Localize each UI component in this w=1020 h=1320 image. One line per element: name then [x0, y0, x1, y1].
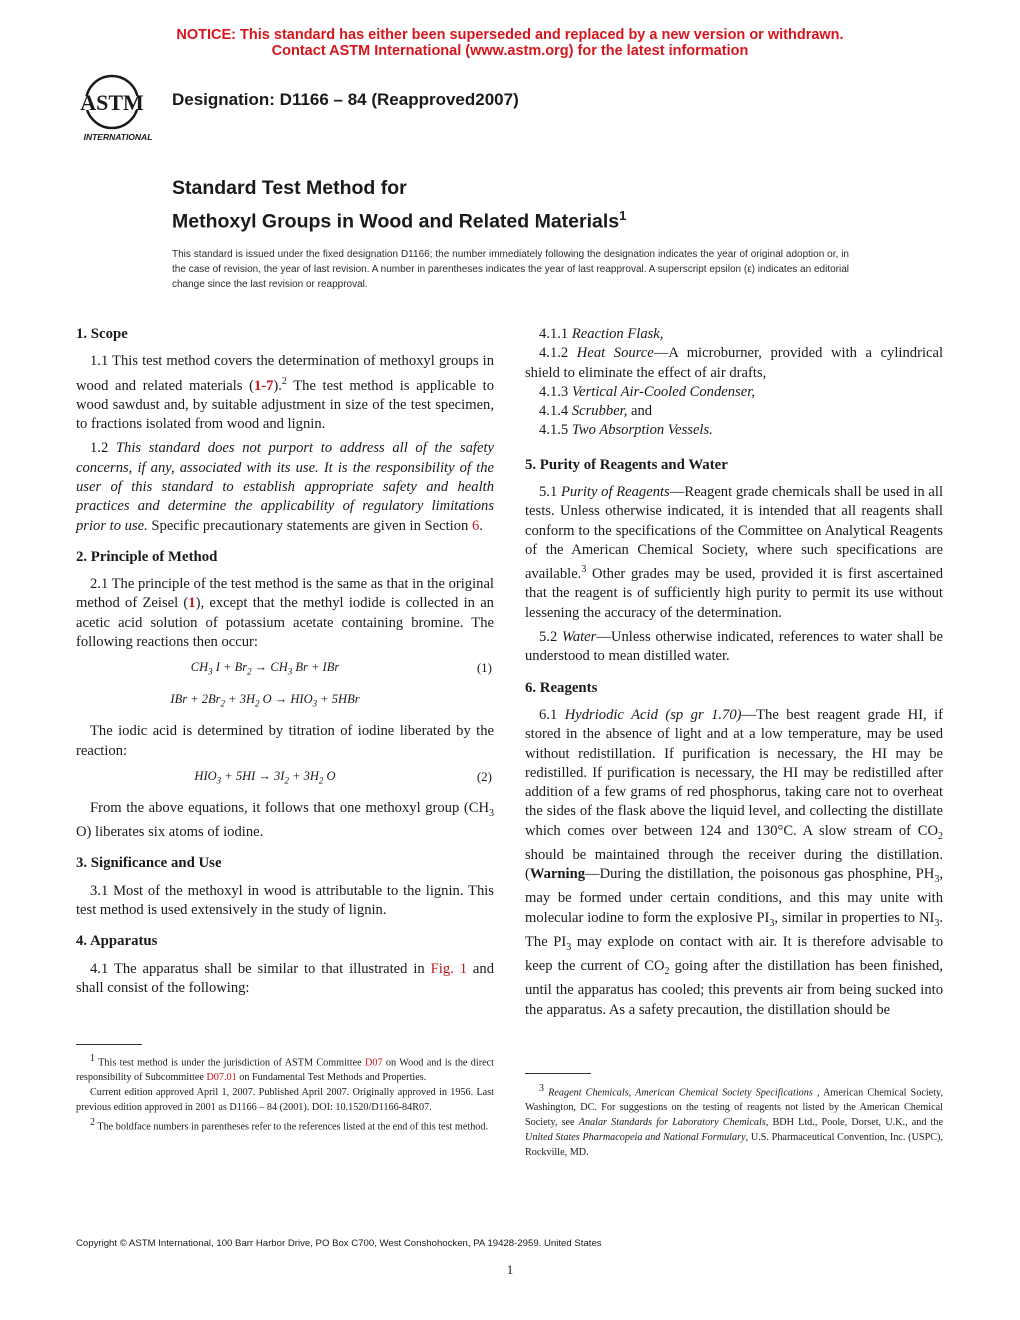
equation-1b: IBr + $2Br_2 + 3H_2$ $O \to HIO_3 + 5HBr$ [170, 692, 360, 709]
subcommittee-link[interactable]: D07.01 [206, 1072, 237, 1084]
right-column [525, 325, 943, 1025]
issue-note: This standard is issued under the fixed designation D1166; the number immediately following the designation indicates the year of original adoption or, in the case of revision, the year of last revision. A number in parentheses indicates the year of last reapproval. A superscript epsilon (ε) indicates an editorial change since the last revision or reapproval. [172, 249, 849, 290]
apparatus-item-2: 4.1.2 Heat Source—A microburner, provided with a cylindrical shield to eliminate the effect of air drafts, [525, 345, 944, 381]
section-heading-scope: 1. Scope [76, 326, 128, 342]
footnotes-left [76, 1051, 494, 1135]
withdrawal-notice [0, 27, 1020, 59]
paragraph-2-1: 2.1 The principle of the test method is the same as that in the original method of Zeisel (1), except that the methyl iodide is collected in an acetic acid solution of potassium acetate containing bromine. The following reactions then occur: [76, 576, 494, 651]
section-heading-apparatus: 4. Apparatus [76, 933, 158, 950]
footnote-1-edition: Current edition approved April 1, 2007. Published April 2007. Originally approved in 1956. Last previous edition approved in 2001 as D1166 – 84 (2001). DOI: 10.1520/D1166-84R07. [76, 1087, 494, 1114]
section-heading-purity: 5. Purity of Reagents and Water [525, 456, 728, 473]
reference-link[interactable]: 1 [188, 595, 196, 612]
page-number: 1 [506, 1262, 514, 1277]
astm-logo-mark: ASTM [80, 90, 144, 115]
notice-line-2: Contact ASTM International (www.astm.org) for the latest information [271, 43, 749, 59]
title-line-1: Standard Test Method for [172, 177, 407, 199]
footnote-mark: 2 [281, 375, 287, 387]
left-column [76, 325, 494, 1003]
paragraph-5-1: 5.1 Purity of Reagents—Reagent grade chemicals shall be used in all tests. Unless otherwise indicated, it is intended that all reagents shall conform to the specifications of the Committee on Analytical Reagents of the American Chemical Society, where such specifications are available.$^3$ Other grades may be used, provided it is first ascertained that the reagent is of sufficiently high purity to permit its use without lessening the accuracy of the determination. [525, 484, 944, 621]
footnote-rule-left [76, 1044, 142, 1045]
reference-link[interactable]: 1-7 [253, 377, 274, 394]
notice-line-1: NOTICE: This standard has either been superseded and replaced by a new version or withdrawn. [176, 27, 844, 43]
footnote-rule-right [525, 1073, 591, 1074]
apparatus-item-3: 4.1.3 Vertical Air-Cooled Condenser, [539, 383, 755, 400]
equation-number: (2) [476, 768, 492, 784]
equation-number: (1) [476, 660, 492, 676]
footnote-2: $^2$ The boldface numbers in parentheses refer to the references listed at the end of this test method. [90, 1117, 489, 1133]
title-footnote-mark: 1 [619, 208, 627, 223]
equation-2: $HIO_3 + 5HI \to 3I_2 + 3H_2$ O (2) [194, 768, 492, 786]
astm-logo-caption: INTERNATIONAL [83, 132, 153, 142]
equation-1: $CH_3$ $I + Br_2 \to CH_3$ Br + IBr (1) [190, 660, 492, 677]
astm-logo [72, 70, 164, 146]
apparatus-item-4: 4.1.4 Scrubber, and [539, 403, 653, 420]
paragraph-1-1: 1.1 This test method covers the determination of methoxyl groups in wood and related materials (1-7).$^2$ The test method is applicable to wood sawdust and, by suitable adjustment in size of the test specimen, to fractions isolated from wood and lignin. [76, 353, 495, 433]
designation: Designation: D1166 – 84 (Reapproved2007) [172, 90, 519, 109]
section-link[interactable]: 6 [471, 517, 480, 534]
footnote-3: $^3$ Reagent Chemicals, American Chemical Society Specifications , American Chemical Society, Washington, DC. For suggestions on the testing of reagents not listed by the American Chemical Society, see Analar Standards for Laboratory Chemicals, BDH Ltd., Poole, Dorset, U.K., and the United States Pharmacopeia and National Formulary, U.S. Pharmaceutical Convention, Inc. (USPC), Rockville, MD. [525, 1083, 943, 1159]
paragraph-5-2: 5.2 Water—Unless otherwise indicated, references to water shall be understood to mean distilled water. [525, 629, 943, 665]
footnote-1: $^1$ This test method is under the jurisdiction of ASTM Committee D07 on Wood and is the direct responsibility of Subcommittee D07.01 on Fundamental Test Methods and Properties. [76, 1053, 494, 1084]
committee-link[interactable]: D07 [365, 1057, 383, 1069]
apparatus-item-5: 4.1.5 Two Absorption Vessels. [539, 422, 713, 439]
copyright-line: Copyright © ASTM International, 100 Barr Harbor Drive, PO Box C700, West Conshohocken, PA 19428-2959. United States [76, 1238, 602, 1249]
figure-link[interactable]: Fig. 1 [430, 960, 467, 977]
document-title [172, 175, 626, 236]
section-heading-significance: 3. Significance and Use [76, 855, 222, 872]
paragraph-3-1: 3.1 Most of the methoxyl in wood is attributable to the lignin. This test method is used extensively in the study of lignin. [76, 882, 494, 918]
title-line-2: Methoxyl Groups in Wood and Related Materials$^1$ [172, 208, 627, 233]
paragraph-2-3: From the above equations, it follows that one methoxyl group ($CH_3$ O) liberates six atoms of iodine. [76, 799, 494, 841]
footnotes-right [525, 1081, 943, 1160]
footnote-mark: 3 [581, 564, 587, 576]
paragraph-6-1: 6.1 Hydriodic Acid (sp gr 1.70)—The best reagent grade HI, if stored in the absence of light and at a low temperature, may be used without redistillation. If purification is necessary, the HI may be redistilled. If purification is necessary, the HI may be redistilled after addition of a few grams of red phosphorus, taking care not to overheat the sides of the flask above the liquid level, and collecting the distillate which comes over between 124 and 130°C. A slow stream of $CO_2$ should be maintained through the receiver during the distillation. (Warning—During the distillation, the poisonous gas phosphine, $PH_3$, may be formed under certain conditions, and this may unite with molecular iodine to form the explosive $PI_3$, similar in properties to $NI_3$. The $PI_3$ may explode on contact with air. It is therefore advisable to keep the current of $CO_2$ going after the distillation has been finished, until the apparatus has cooled; this prevents air from being sucked into the apparatus. As a safety precaution, the distillation should be [525, 706, 944, 1018]
paragraph-1-2: 1.2 This standard does not purport to address all of the safety concerns, if any, associated with its use. It is the responsibility of the user of this standard to establish appropriate safety and health practices and determine the applicability of regulatory limitations prior to use. Specific precautionary statements are given in Section 6. [76, 440, 494, 534]
paragraph-4-1: 4.1 The apparatus shall be similar to that illustrated in Fig. 1 and shall consist of the following: [76, 960, 494, 996]
section-heading-principle: 2. Principle of Method [76, 548, 218, 565]
paragraph-2-2: The iodic acid is determined by titration of iodine liberated by the reaction: [76, 723, 494, 759]
apparatus-item-1: 4.1.1 Reaction Flask, [539, 326, 664, 342]
section-heading-reagents: 6. Reagents [525, 679, 598, 696]
